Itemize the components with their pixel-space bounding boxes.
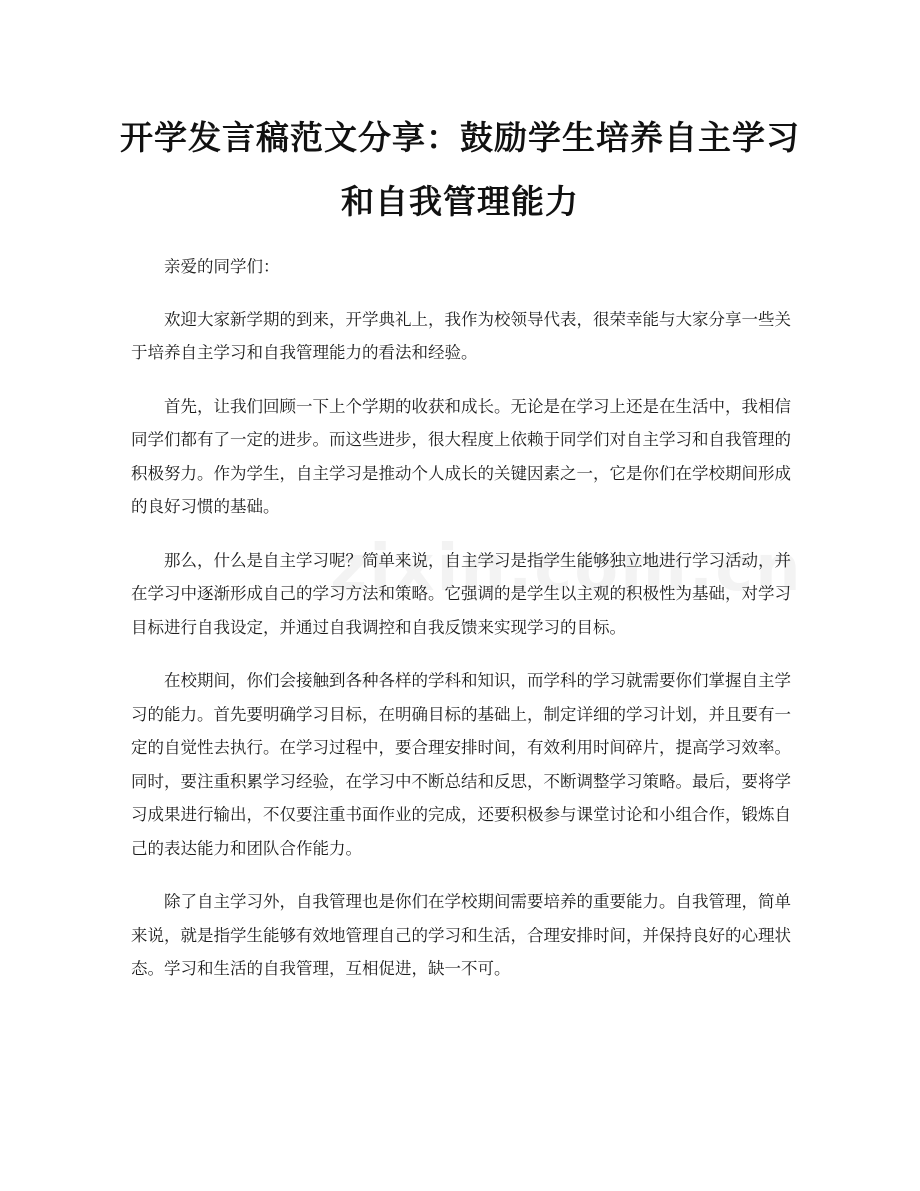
- document-title: 开学发言稿范文分享：鼓励学生培养自主学习和自我管理能力: [120, 118, 800, 221]
- greeting-paragraph: 亲爱的同学们：: [164, 257, 280, 276]
- body-paragraph: 那么，什么是自主学习呢？简单来说，自主学习是指学生能够独立地进行学习活动，并在学习中逐渐形成自己的学习方法和策略。它强调的是学生以主观的积极性为基础，对学习目标进行自我设定，并通过自我调控和自我反馈来实现学习的目标。: [131, 550, 791, 637]
- document-body: [131, 250, 791, 1006]
- body-paragraph: 欢迎大家新学期的到来，开学典礼上，我作为校领导代表，很荣幸能与大家分享一些关于培养自主学习和自我管理能力的看法和经验。: [131, 309, 791, 362]
- body-paragraph: 除了自主学习外，自我管理也是你们在学校期间需要培养的重要能力。自我管理，简单来说，就是指学生能够有效地管理自己的学习和生活，合理安排时间，并保持良好的心理状态。学习和生活的自我管理，互相促进，缺一不可。: [131, 892, 791, 978]
- body-paragraph: 首先，让我们回顾一下上个学期的收获和成长。无论是在学习上还是在生活中，我相信同学们都有了一定的进步。而这些进步，很大程度上依赖于同学们对自主学习和自我管理的积极努力。作为学生，自主学习是推动个人成长的关键因素之一，它是你们在学校期间形成的良好习惯的基础。: [131, 396, 791, 516]
- body-paragraph: 在校期间，你们会接触到各种各样的学科和知识，而学科的学习就需要你们掌握自主学习的能力。首先要明确学习目标，在明确目标的基础上，制定详细的学习计划，并且要有一定的自觉性去执行。在学习过程中，要合理安排时间，有效利用时间碎片，提高学习效率。同时，要注重积累学习经验，在学习中不断总结和反思，不断调整学习策略。最后，要将学习成果进行输出，不仅要注重书面作业的完成，还要积极参与课堂讨论和小组合作，锻炼自己的表达能力和团队合作能力。: [131, 671, 791, 858]
